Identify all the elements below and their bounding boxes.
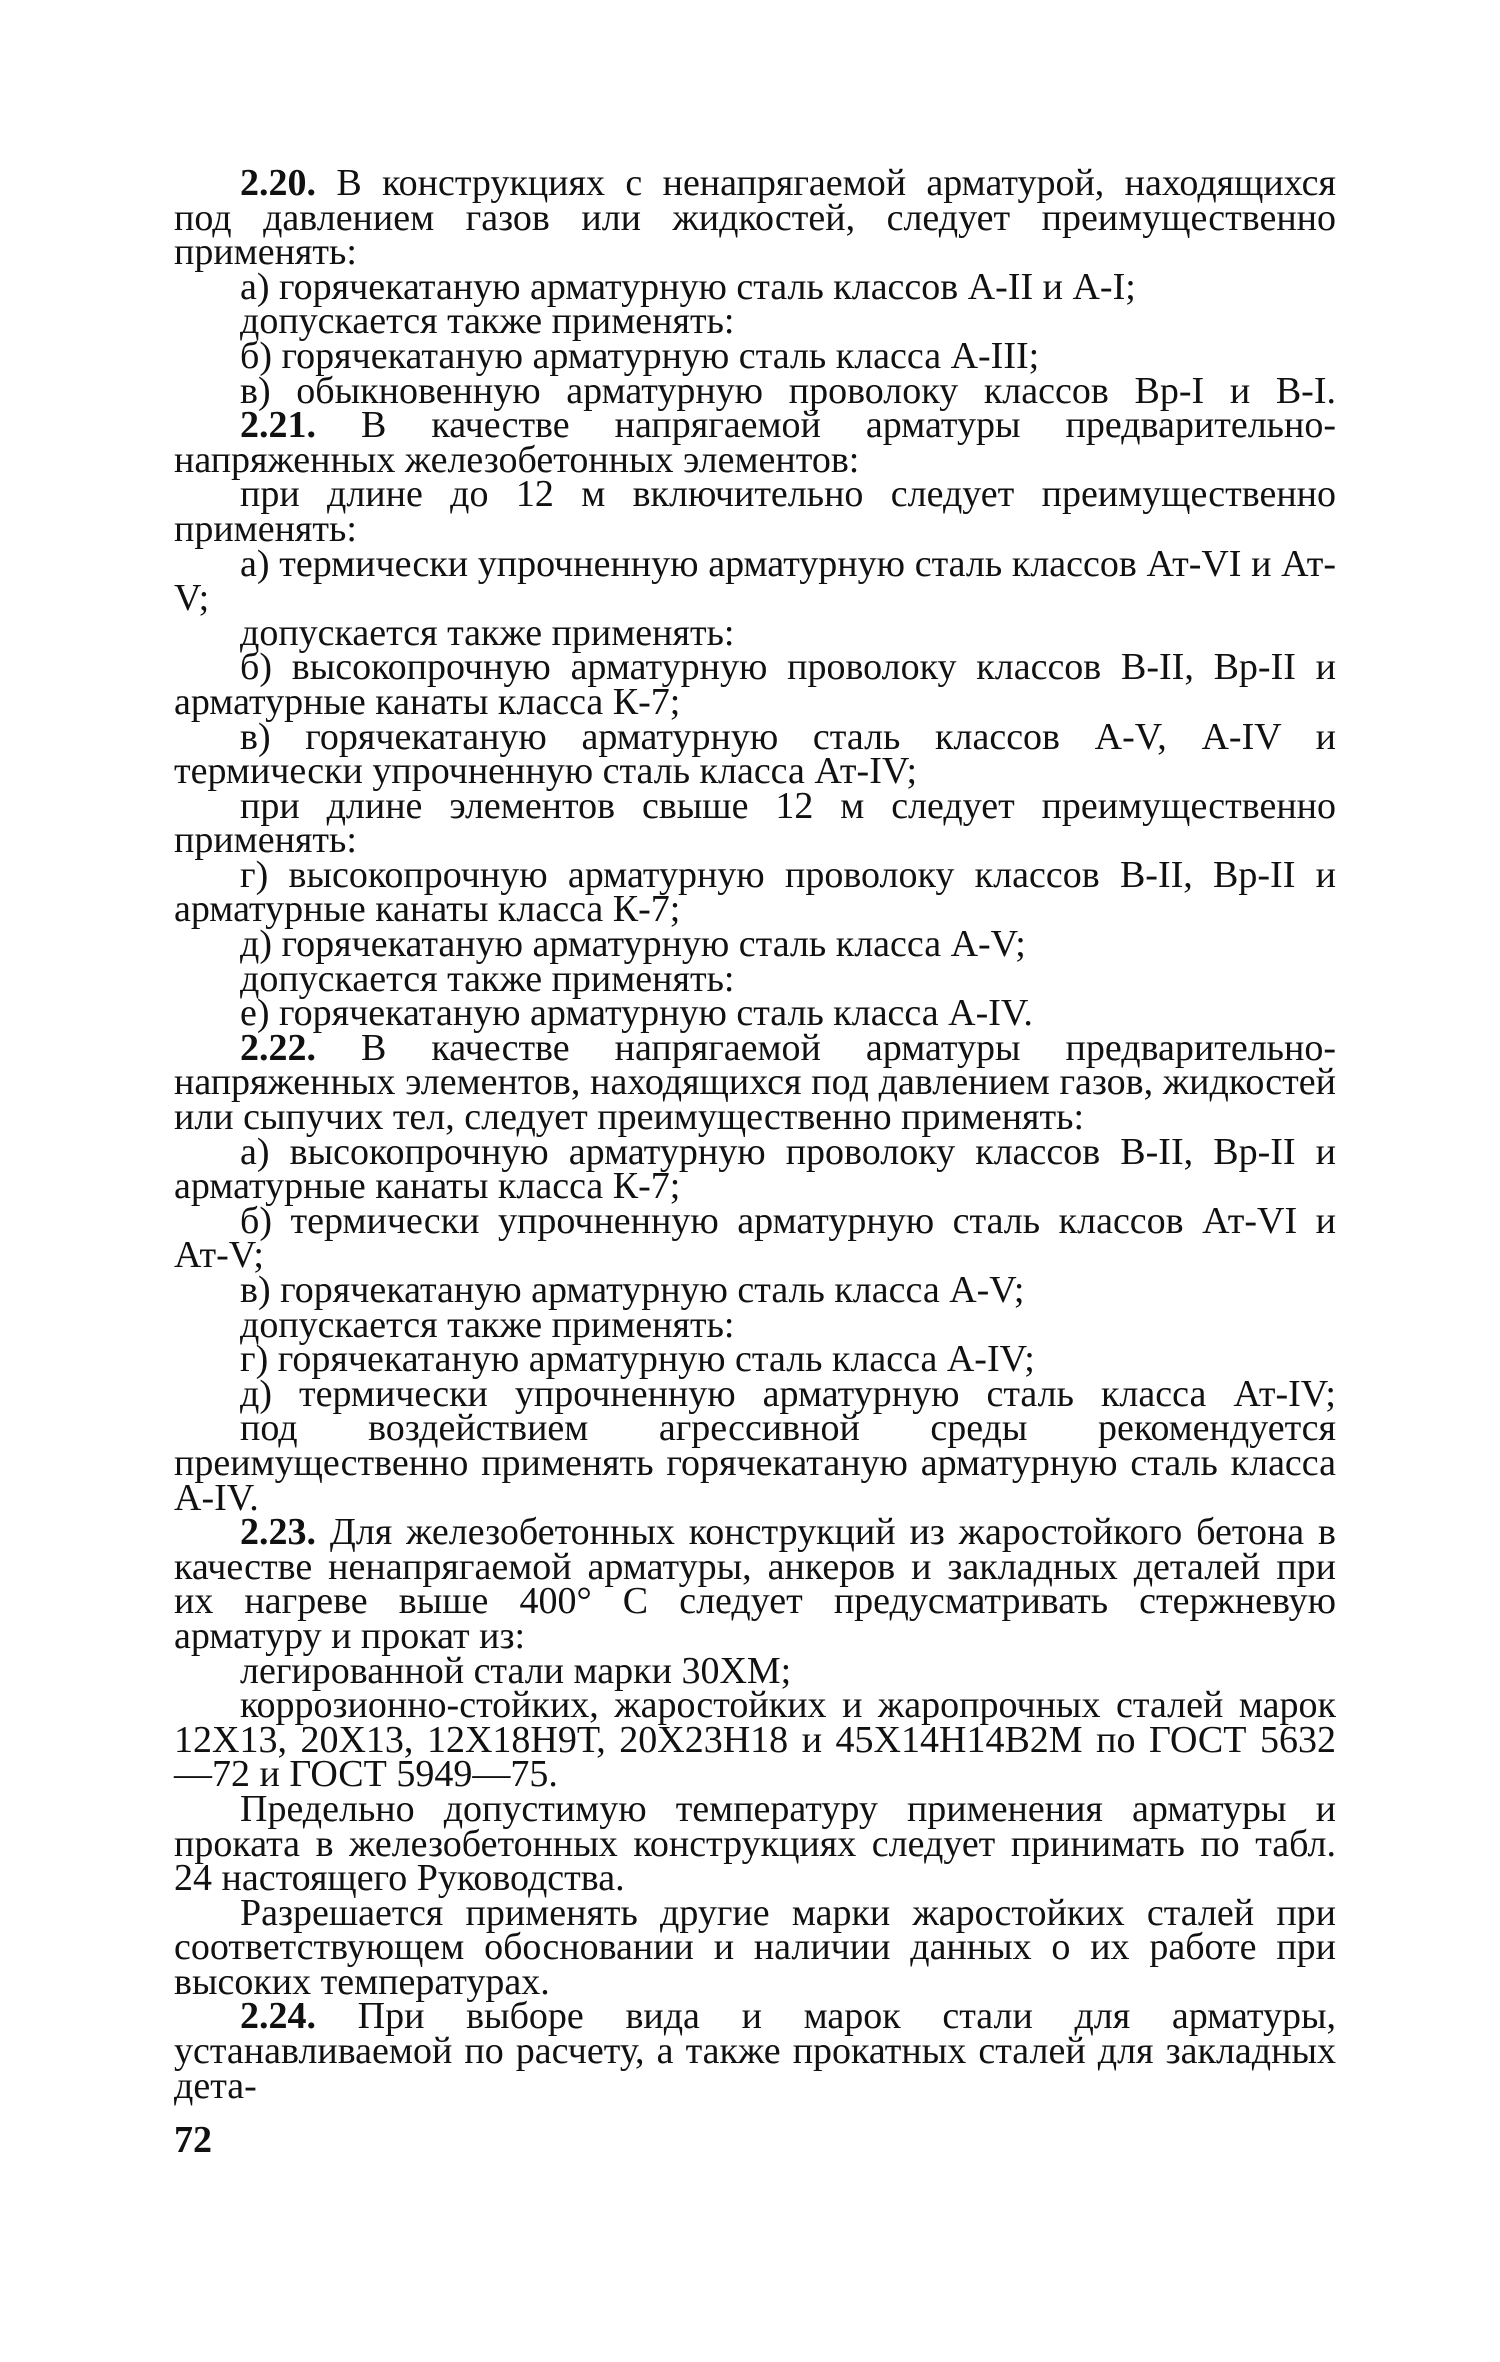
paragraph-text: д) термически упрочненную арматурную сталь класса Ат-IV; — [240, 1372, 1336, 1415]
list-item-v — [174, 369, 1336, 412]
page-number: 72 — [174, 2119, 212, 2161]
paragraph-2-22 — [174, 1026, 1336, 1139]
list-item-d — [174, 923, 1336, 966]
paragraph-text: В конструкциях с ненапрягаемой арматурой, находящихся под давлением газов или жидкостей, следует преимущественно применять: — [174, 162, 1336, 274]
paragraph-text: а) термически упрочненную арматурную сталь классов Ат-VI и Ат-V; — [174, 542, 1336, 620]
paragraph-text: При выборе вида и марок стали для арматуры, устанавливаемой по расчету, а также прокатных сталей для закладных дета- — [174, 1995, 1336, 2107]
list-item-g — [174, 1338, 1336, 1381]
paragraph-text: г) горячекатаную арматурную сталь класса А-IV; — [240, 1338, 1035, 1381]
list-item-b — [174, 1199, 1336, 1277]
list-item-e — [174, 992, 1336, 1035]
paragraph-allowed — [174, 957, 1336, 1000]
paragraph-2-23 — [174, 1511, 1336, 1657]
paragraph-text: в) горячекатаную арматурную сталь класса А-V; — [240, 1269, 1025, 1311]
paragraph-text: допускается также применять: — [240, 1303, 735, 1346]
paragraph-text: допускается также применять: — [240, 957, 735, 1000]
paragraph-text: при длине до 12 м включительно следует преимущественно применять: — [174, 473, 1336, 550]
paragraph-text: г) высокопрочную арматурную проволоку классов В-II, Вр-II и арматурные канаты класса К-7; — [174, 853, 1336, 931]
list-item-a — [174, 542, 1336, 620]
paragraph-allowed — [174, 300, 1336, 343]
paragraph-text: Предельно допустимую температуру применения арматуры и проката в железобетонных конструкциях следует принимать по табл. 24 настоящего Руководства. — [174, 1787, 1336, 1900]
paragraph-text: допускается также применять: — [240, 611, 735, 654]
paragraph-length-over-12m — [174, 784, 1336, 862]
list-item-a — [174, 265, 1336, 308]
paragraph-2-24 — [174, 1995, 1336, 2107]
list-item-v — [174, 1269, 1336, 1311]
list-item-a — [174, 1130, 1336, 1208]
paragraph-text: б) термически упрочненную арматурную сталь классов Ат-VI и Ат-V; — [174, 1199, 1336, 1277]
clause-number: 2.22. — [240, 1026, 316, 1069]
paragraph-text: под воздействием агрессивной среды рекомендуется преимущественно применять горячекатаную арматурную сталь класса А-IV. — [174, 1407, 1336, 1519]
paragraph-aggressive-environment — [174, 1407, 1336, 1519]
paragraph-2-20 — [174, 162, 1336, 274]
clause-number: 2.20. — [240, 162, 316, 204]
paragraph-text: при длине элементов свыше 12 м следует преимущественно применять: — [174, 784, 1336, 862]
paragraph-text: в) обыкновенную арматурную проволоку классов Вр-I и В-I. — [240, 369, 1336, 412]
paragraph-text: В качестве напрягаемой арматуры предварительно-напряженных железобетонных элементов: — [174, 404, 1336, 481]
paragraph-2-21 — [174, 404, 1336, 481]
paragraph-alloy-steel — [174, 1649, 1336, 1692]
paragraph-steel-grades — [174, 1684, 1336, 1796]
paragraph-text: допускается также применять: — [240, 300, 735, 343]
paragraph-allowed — [174, 1303, 1336, 1346]
paragraph-text: в) горячекатаную арматурную сталь классов А-V, А-IV и термически упрочненную сталь класса Ат-IV; — [174, 715, 1336, 793]
clause-number: 2.21. — [240, 404, 316, 447]
clause-number: 2.24. — [240, 1995, 316, 2038]
paragraph-text: Разрешается применять другие марки жаростойких сталей при соответствующем обосновании и наличии данных о их работе при высоких температурах. — [174, 1891, 1336, 2003]
paragraph-text: В качестве напрягаемой арматуры предварительно-напряженных элементов, находящихся под давлением газов, жидкостей или сыпучих тел, следует преимущественно применять: — [174, 1026, 1336, 1139]
paragraph-text: Для железобетонных конструкций из жаростойкого бетона в качестве ненапрягаемой арматуры, анкеров и закладных деталей при их нагреве выше 400° С следует предусматривать стержневую арматуру и прокат из: — [174, 1511, 1336, 1657]
paragraph-text: е) горячекатаную арматурную сталь класса А-IV. — [240, 992, 1033, 1035]
clause-number: 2.23. — [240, 1511, 316, 1554]
paragraph-text: а) высокопрочную арматурную проволоку классов В-II, Вр-II и арматурные канаты класса К-7; — [174, 1130, 1336, 1208]
list-item-g — [174, 853, 1336, 931]
paragraph-text: б) высокопрочную арматурную проволоку классов В-II, Вр-II и арматурные канаты класса К-7; — [174, 646, 1336, 723]
paragraph-text: коррозионно-стойких, жаростойких и жаропрочных сталей марок 12Х13, 20Х13, 12Х18Н9Т, 20Х23Н18 и 45Х14Н14В2М по ГОСТ 5632—72 и ГОСТ 5949—75. — [174, 1684, 1336, 1796]
body-text — [174, 162, 1336, 2107]
paragraph-text: а) горячекатаную арматурную сталь классов А-II и А-I; — [240, 265, 1136, 308]
paragraph-text: д) горячекатаную арматурную сталь класса А-V; — [240, 923, 1026, 966]
paragraph-allowed — [174, 611, 1336, 654]
paragraph-text: легированной стали марки 30ХМ; — [240, 1649, 792, 1692]
paragraph-other-grades — [174, 1891, 1336, 2003]
paragraph-text: б) горячекатаную арматурную сталь класса А-III; — [240, 334, 1040, 377]
paragraph-temperature-limit — [174, 1787, 1336, 1900]
list-item-d — [174, 1372, 1336, 1415]
list-item-b — [174, 334, 1336, 377]
paragraph-length-up-to-12m — [174, 473, 1336, 550]
list-item-b — [174, 646, 1336, 723]
list-item-v — [174, 715, 1336, 793]
